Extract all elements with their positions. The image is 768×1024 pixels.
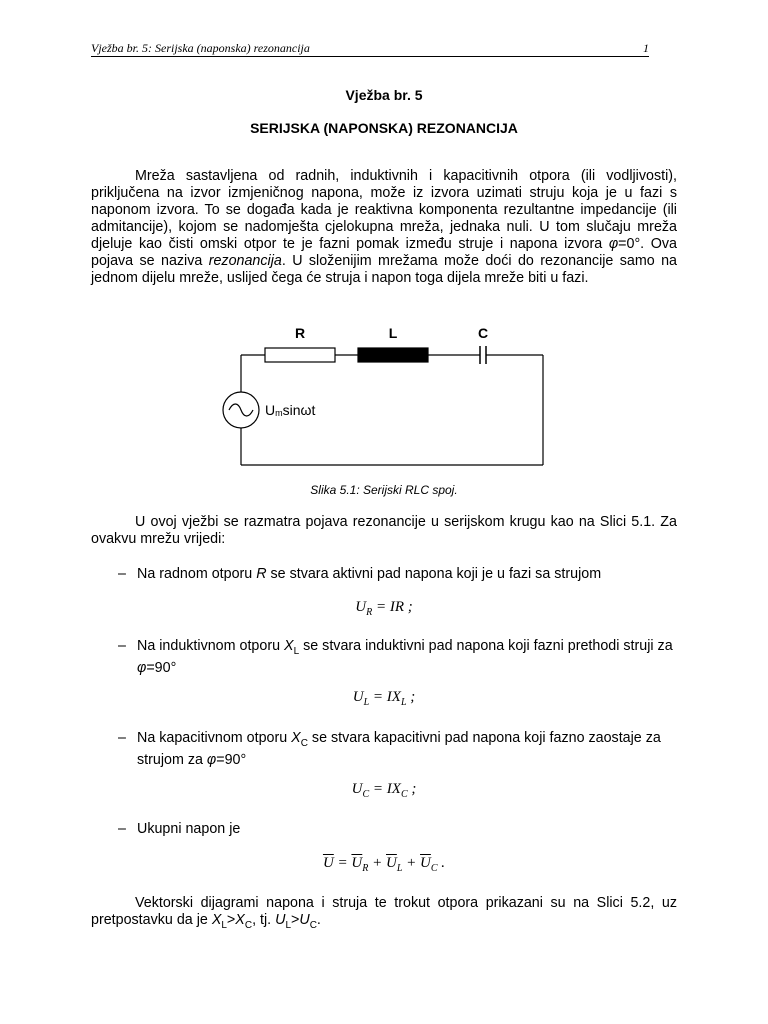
para3-text: , tj. — [252, 912, 276, 928]
source-u: U — [265, 402, 276, 418]
list-dash: – — [118, 821, 126, 837]
symbol-sub: L — [293, 645, 300, 657]
formula-part: = IR ; — [372, 599, 413, 615]
formula-part: = IX — [369, 689, 401, 705]
formula-part: $\overline{U}$ — [420, 855, 431, 871]
formula-part: $\overline{U}$ — [386, 855, 397, 871]
list-text: se stvara induktivni pad napona koji fazni prethodi struji za — [299, 638, 673, 654]
formula-part: $\overline{U}$ — [322, 855, 334, 871]
list-text: se stvara kapacitivni pad napona koji fazno zaostaje za strujom za — [137, 730, 661, 768]
label-l: L — [388, 325, 398, 341]
para3-text: Vektorski dijagrami napona i struja te trokut otpora prikazani su na Slici 5.2, uz pretpostavku da je — [91, 895, 677, 928]
symbol: X — [291, 730, 301, 746]
list-item — [118, 566, 678, 588]
list-item — [118, 821, 678, 838]
symbol: U — [275, 912, 286, 928]
formula-sub: R — [366, 607, 373, 618]
symbol-sub: C — [300, 737, 308, 749]
label-c: C — [477, 325, 489, 341]
list-dash: – — [118, 566, 126, 582]
list-text: se stvara aktivni pad napona koji je u fazi sa strujom — [266, 566, 602, 582]
intro-text-1: Mreža sastavljena od radnih, induktivnih i kapacitivnih otpora (ili vodljivosti), priključena na izvor izmjeničnog napona, može iz izvora uzimati struju koja je u fazi s naponom izvora. To se događa kada je reaktivna komponenta rezultantne impedancije (ili admitancije), kojom se nadomješta cjelokupna mreža, jednaka nuli. U tom slučaju mreža djeluje kao čisti omski otpor te je fazni pomak između struje i napona izvora — [91, 168, 677, 252]
symbol: X — [211, 912, 222, 928]
symbol: R — [256, 566, 267, 582]
symbol: U — [299, 912, 310, 928]
formula-sub: L — [400, 697, 407, 708]
list-dash: – — [118, 638, 126, 654]
para3-text: > — [291, 912, 300, 928]
list-item — [118, 638, 678, 677]
formula-part: = — [333, 855, 352, 871]
formula-part: = IX — [369, 781, 401, 797]
symbol-sub: L — [285, 919, 291, 931]
exercise-title: Vježba br. 5 — [345, 87, 423, 103]
running-title: Vježba br. 5: Serijska (naponska) rezonancija — [91, 41, 310, 55]
symbol: X — [235, 912, 245, 928]
symbol-sub: L — [221, 919, 227, 931]
symbol: X — [284, 638, 294, 654]
formula-part: ; — [407, 781, 417, 797]
list-text: =90° — [216, 751, 247, 768]
formula-part: ; — [406, 689, 416, 705]
formula-sub: C — [430, 863, 438, 874]
resistor-symbol — [265, 348, 335, 362]
term-rezonancija: rezonancija — [208, 253, 282, 269]
inductor-symbol — [358, 348, 428, 362]
phi-symbol: φ — [206, 751, 217, 768]
formula-part: U — [355, 599, 367, 615]
formula-ur — [91, 599, 677, 618]
phi-symbol: φ — [608, 236, 619, 252]
list-item — [118, 730, 678, 769]
intro-text-2: =0°. Ova pojava se naziva — [91, 236, 677, 269]
formula-part: $\overline{U}$ — [351, 855, 363, 871]
formula-total — [91, 855, 677, 874]
symbol-sub: C — [244, 919, 253, 931]
list-text: Ukupni napon je — [137, 821, 241, 837]
running-header — [91, 41, 649, 57]
formula-sub: C — [362, 789, 370, 800]
symbol-sub: C — [309, 919, 317, 931]
figure-caption: Slika 5.1: Serijski RLC spoj. — [310, 483, 458, 497]
exercise-subtitle: SERIJSKA (NAPONSKA) REZONANCIJA — [250, 120, 518, 136]
formula-sub: L — [396, 863, 403, 874]
formula-ul — [91, 689, 677, 708]
source-m: m — [275, 408, 283, 418]
list-dash: – — [118, 730, 126, 746]
formula-part: + — [402, 855, 421, 871]
rlc-circuit-diagram — [215, 320, 555, 480]
para3-text: > — [226, 912, 236, 928]
formula-sub: R — [362, 863, 369, 874]
intro-paragraph — [91, 168, 677, 287]
phi-symbol: φ — [137, 659, 147, 676]
body-paragraph-2: U ovoj vježbi se razmatra pojava rezonancije u serijskom krugu kao na Slici 5.1. Za ovakvu mrežu vrijedi: — [91, 514, 677, 547]
source-wt: ωt — [300, 402, 316, 418]
source-sin: sin — [282, 402, 301, 418]
source-label — [265, 402, 315, 418]
list-text: Na kapacitivnom otporu — [137, 730, 292, 746]
formula-part: . — [437, 855, 446, 871]
formula-sub: L — [363, 697, 370, 708]
intro-text-3: . U složenijim mrežama može doći do rezonancije samo na jednom dijelu mreže, uslijed čega će struja i napon toga dijela mreže biti u fazi. — [91, 253, 677, 286]
formula-part: U — [352, 689, 364, 705]
body-paragraph-3 — [91, 895, 677, 934]
para3-text: . — [316, 912, 321, 928]
formula-sub: C — [400, 789, 408, 800]
list-text: Na induktivnom otporu — [137, 638, 285, 654]
page-number: 1 — [643, 41, 649, 55]
formula-part: U — [351, 781, 363, 797]
list-text: Na radnom otporu — [137, 566, 257, 582]
label-r: R — [294, 325, 306, 341]
formula-uc — [91, 781, 677, 800]
formula-part: + — [368, 855, 386, 871]
list-text: =90° — [146, 659, 177, 676]
